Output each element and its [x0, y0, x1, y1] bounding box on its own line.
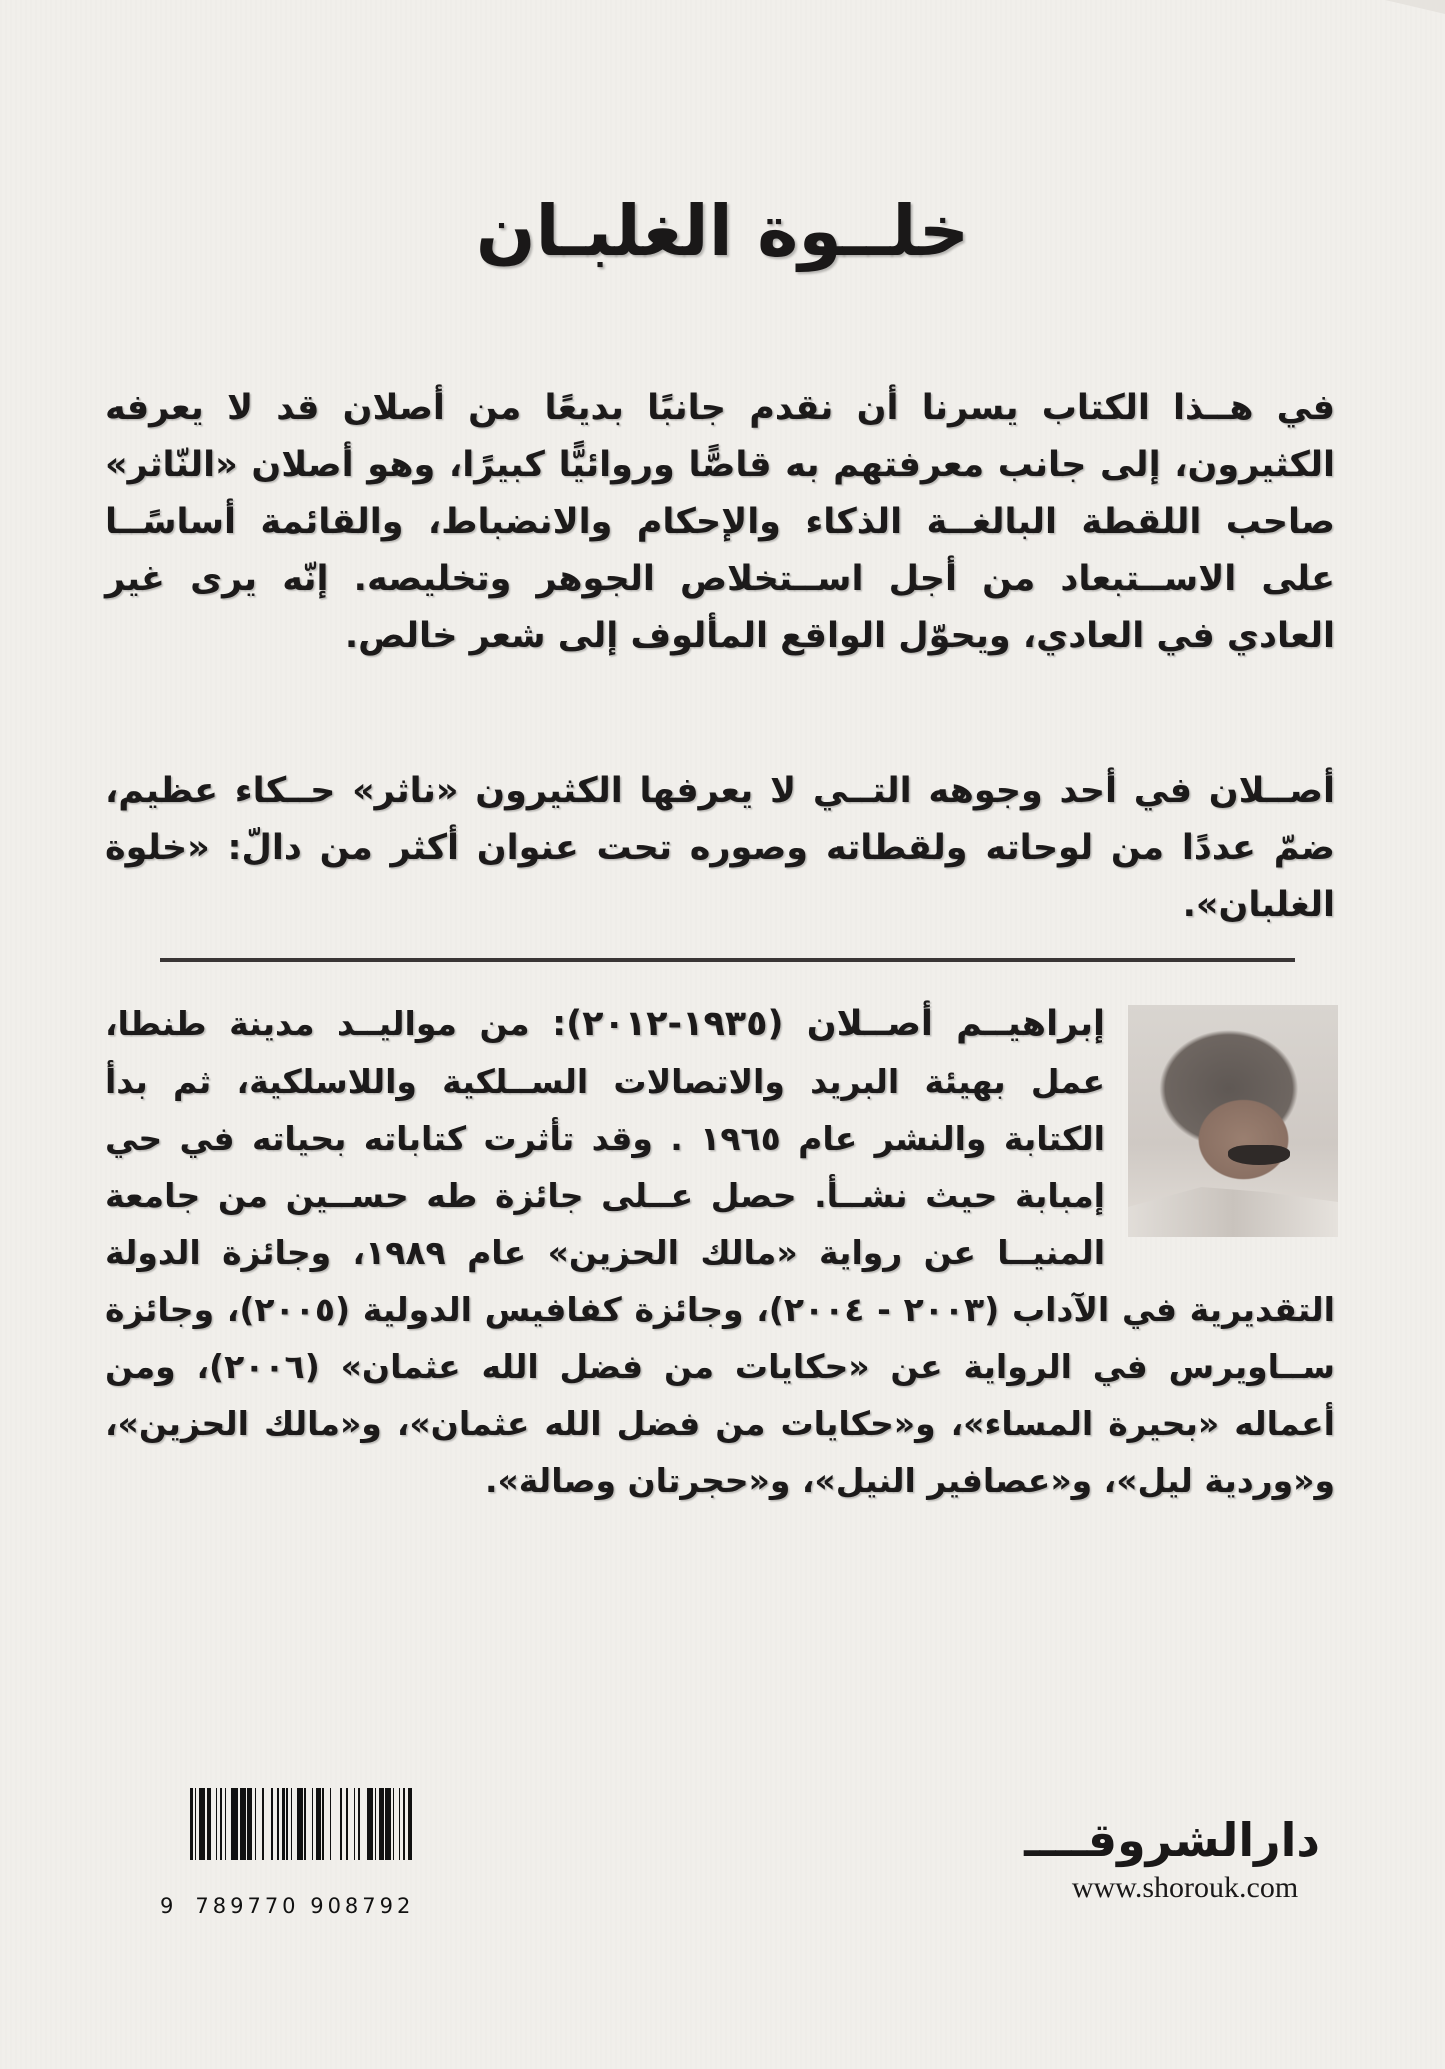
isbn-number: [160, 1894, 414, 1918]
second-paragraph: أصــلان في أحد وجوهه التــي لا يعرفها الكثيرون «ناثر» حــكاء عظيم، ضمّ عددًا من لوحاته ولقطاته وصوره تحت عنوان أكثر من دالّ: «خلوة الغلبان».: [105, 771, 1335, 925]
publisher-logo: دارالشروقــــ: [1024, 1813, 1320, 1867]
barcode-bar: [360, 1788, 368, 1860]
author-name: إبراهيــم أصــلان (١٩٣٥-٢٠١٢):: [552, 1004, 1105, 1044]
barcode-bar: [331, 1788, 340, 1860]
corner-fold: [1385, 0, 1445, 14]
intro-paragraph: في هــذا الكتاب يسرنا أن نقدم جانبًا بديعًا من أصلان قد لا يعرفه الكثيرون، إلى جانب معرفتهم به قاصًّا وروائيًّا كبيرًا، وهو أصلان «النّاثر» صاحب اللقطة البالغــة الذكاء والإحكام والانضباط، والقائمة أساسًــا على الاســتبعاد من أجل اســتخلاص الجوهر وتخليصه. إنّه يرى غير العادي في العادي، ويحوّل الواقع المألوف إلى شعر خالص.: [105, 388, 1335, 656]
isbn-digits: 789770 908792: [195, 1894, 415, 1918]
publisher-block: [1024, 1810, 1320, 1906]
barcode-bar: [408, 1788, 413, 1860]
isbn-first-digit: 9: [160, 1894, 178, 1918]
section-divider: [160, 958, 1295, 962]
author-bio-text: من مواليــد مدينة طنطا، عمل بهيئة البريد والاتصالات الســلكية واللاسلكية، ثم بدأ الكتابة والنشر عام ١٩٦٥ . وقد تأثرت كتاباته بحياته في حي إمبابة حيث نشــأ. حصل عــلى جائزة طه حســين من جامعة المنيــا عن رواية «مالك الحزين» عام ١٩٨٩، وجائزة الدولة التقديرية في الآداب (٢٠٠٣ - ٢٠٠٤)، وجائزة كفافيس الدولية (٢٠٠٥)، وجائزة ســاويرس في الرواية عن «حكايات من فضل الله عثمان» (٢٠٠٦)، ومن أعماله «بحيرة المساء»، و«حكايات من فضل الله عثمان»، و«مالك الحزين»، و«وردية ليل»، و«عصافير النيل»، و«حجرتان وصالة».: [105, 1004, 1335, 1500]
author-bio-section: [105, 995, 1335, 1509]
barcode-bar: [231, 1788, 239, 1860]
barcode-bar: [264, 1788, 272, 1860]
book-title: خلــوة الغلبـان: [475, 190, 970, 272]
photo-spacer: [1105, 995, 1335, 1245]
publisher-website[interactable]: www.shorouk.com: [1071, 1871, 1299, 1904]
barcode: [190, 1788, 435, 1860]
